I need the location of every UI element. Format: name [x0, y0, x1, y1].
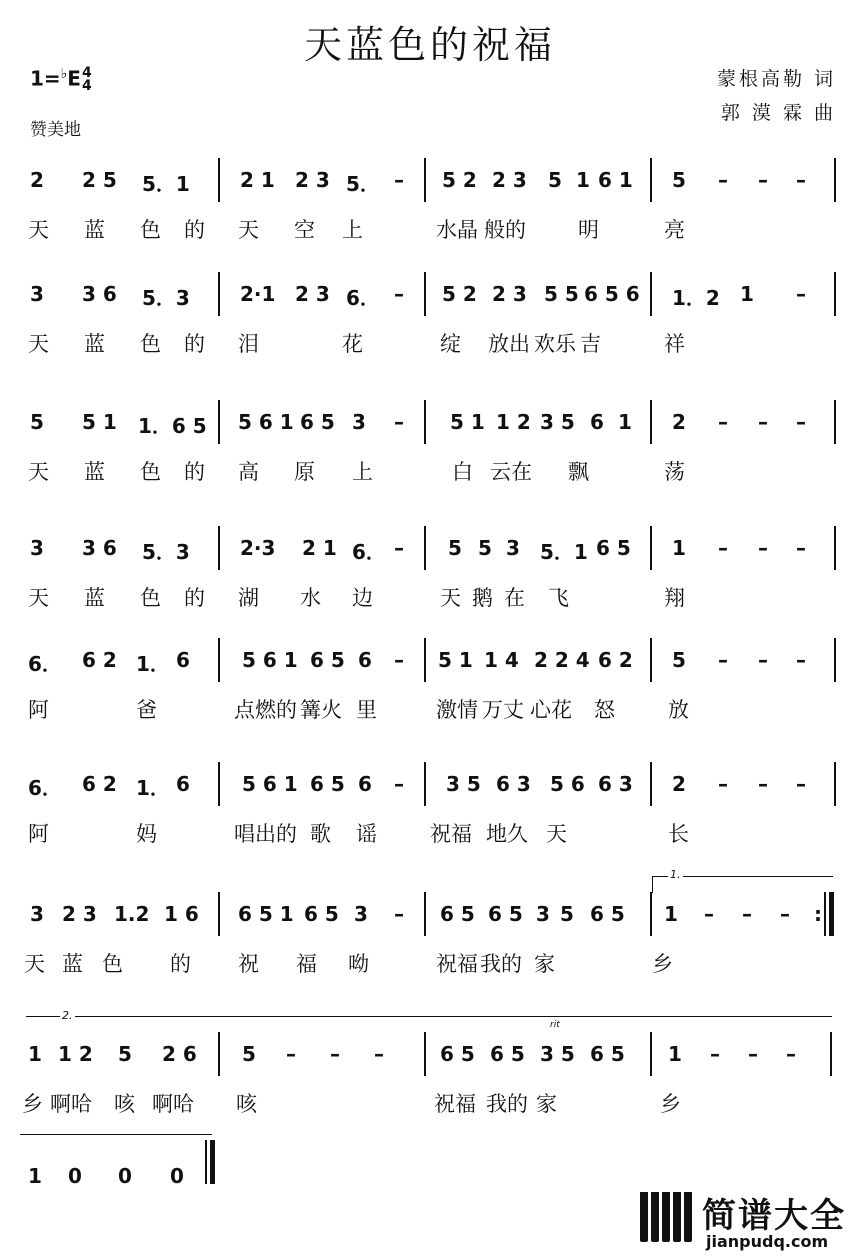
note: 5 2 [442, 168, 477, 192]
note: – [718, 410, 728, 434]
logo-brand-text: 简谱大全 [702, 1196, 846, 1236]
note: 6 [358, 772, 372, 796]
note: 3 [30, 536, 44, 560]
note: 1．2 [672, 286, 720, 310]
note: 5．3 [142, 286, 190, 310]
lyric: 天 [28, 218, 49, 242]
key-signature [30, 66, 92, 93]
note: 6 [590, 410, 604, 434]
lyric: 花 [342, 332, 363, 356]
lyric: 激情 [436, 698, 478, 722]
barline [218, 1032, 220, 1076]
score-row-2 [0, 264, 860, 374]
lyric: 放 [668, 698, 689, 722]
lyric: 祝福 [430, 822, 472, 846]
barline [424, 638, 426, 682]
note: 6 5 [590, 902, 625, 926]
lyric: 色 [140, 218, 161, 242]
note: 6 2 [598, 648, 633, 672]
score-row-7 [0, 884, 860, 994]
note: 1 [668, 1042, 682, 1066]
lyric: 点燃的 [234, 698, 297, 722]
lyric: 白 [452, 460, 473, 484]
final-barline-thick [210, 1140, 215, 1184]
note: – [394, 902, 404, 926]
lyric: 泪 [238, 332, 259, 356]
barline [650, 400, 652, 444]
note: 5． [346, 172, 380, 196]
barline [424, 400, 426, 444]
lyric: 家 [534, 952, 555, 976]
note: 6 5 [304, 902, 339, 926]
lyric: 爸 [136, 698, 157, 722]
lyric: 蓝 [84, 218, 105, 242]
note: – [394, 282, 404, 306]
note: 5．1 [142, 172, 190, 196]
note: 2·1 [240, 282, 276, 306]
note: – [780, 902, 790, 926]
note: 6 5 [300, 410, 335, 434]
note: – [748, 1042, 758, 1066]
note: – [718, 536, 728, 560]
lyric: 乡 [652, 952, 673, 976]
note: 6 1 [598, 168, 633, 192]
lyric: 边 [352, 586, 373, 610]
lyric: 上 [352, 460, 373, 484]
note: – [758, 772, 768, 796]
note: – [796, 168, 806, 192]
lyric: 唱出的 [234, 822, 297, 846]
lyric: 蓝 [84, 460, 105, 484]
lyric: 明 [578, 218, 599, 242]
note: 0 [68, 1164, 82, 1188]
lyric: 呦 [348, 952, 369, 976]
note: – [758, 648, 768, 672]
note: – [758, 410, 768, 434]
barline [424, 158, 426, 202]
repeat-barline-thin [824, 892, 826, 936]
barline [424, 762, 426, 806]
note: – [704, 902, 714, 926]
note: 1.2 [114, 902, 150, 926]
note: – [394, 772, 404, 796]
barline [424, 272, 426, 316]
lyric: 祥 [664, 332, 685, 356]
note: 6 3 [598, 772, 633, 796]
note: – [330, 1042, 340, 1066]
lyric: 祝 [238, 952, 259, 976]
lyric: 蓝 [62, 952, 83, 976]
barline [650, 158, 652, 202]
barline [834, 272, 836, 316]
note: 1 [672, 536, 686, 560]
note: 3 [354, 902, 368, 926]
lyric: 咳 [114, 1092, 135, 1116]
page-title: 天蓝色的祝福 [303, 23, 556, 67]
lyric: 云在 [490, 460, 532, 484]
lyric: 家 [536, 1092, 557, 1116]
tempo-marking: 赞美地 [30, 120, 81, 140]
barline [218, 526, 220, 570]
note: 5 6 1 [242, 648, 298, 672]
lyric: 亮 [664, 218, 685, 242]
note: 1 [740, 282, 754, 306]
note: 6． [28, 652, 62, 676]
note: 5．3 [142, 540, 190, 564]
lyric: 天 [238, 218, 259, 242]
lyric: 篝火 [300, 698, 342, 722]
note: 5 [560, 902, 574, 926]
note: – [742, 902, 752, 926]
lyric: 的 [184, 460, 205, 484]
repeat-dots: : [814, 902, 822, 926]
note: 6 5 6 [584, 282, 640, 306]
lyric: 乡 [22, 1092, 43, 1116]
note: 2 3 [295, 168, 330, 192]
note: – [394, 536, 404, 560]
note: 6 5 [590, 1042, 625, 1066]
note: 1 2 [496, 410, 531, 434]
note: 6 5 [310, 648, 345, 672]
note: – [796, 282, 806, 306]
note: – [758, 168, 768, 192]
note: 2 3 [492, 168, 527, 192]
note: 1．6 5 [138, 414, 207, 438]
note: 5 [30, 410, 44, 434]
note: 1． [136, 652, 170, 676]
lyric: 的 [184, 586, 205, 610]
lyric: 万丈 [482, 698, 524, 722]
lyric: 福 [296, 952, 317, 976]
barline [218, 400, 220, 444]
note: 2 2 4 [534, 648, 590, 672]
note: 6 3 [496, 772, 531, 796]
note: 5 5 [544, 282, 579, 306]
note: 5 [118, 1042, 132, 1066]
lyric: 蓝 [84, 332, 105, 356]
note: 5 1 [82, 410, 117, 434]
note: 5 1 [450, 410, 485, 434]
flat-sign: ♭ [60, 66, 68, 82]
lyric: 妈 [136, 822, 157, 846]
barline [834, 762, 836, 806]
note: 3 5 [540, 410, 575, 434]
key-note: E [67, 66, 81, 91]
lyric: 天 [28, 332, 49, 356]
lyric: 色 [140, 586, 161, 610]
note: 3 6 [82, 536, 117, 560]
note: 2 [30, 168, 44, 192]
note: – [718, 648, 728, 672]
note: 5 [448, 536, 462, 560]
barline [650, 272, 652, 316]
note: 2·3 [240, 536, 276, 560]
barline [424, 892, 426, 936]
lyric: 水 [300, 586, 321, 610]
site-logo [640, 1188, 860, 1257]
score-row-5 [0, 630, 860, 740]
lyric: 祝福 [436, 952, 478, 976]
barline [834, 526, 836, 570]
note: 1 [28, 1164, 42, 1188]
score-row-1 [0, 150, 860, 260]
lyric: 里 [356, 698, 377, 722]
barline [218, 158, 220, 202]
score-row-3 [0, 392, 860, 502]
barline [424, 526, 426, 570]
note: 2 5 [82, 168, 117, 192]
note: – [394, 168, 404, 192]
lyric: 放出 [488, 332, 530, 356]
note: 5 6 1 [242, 772, 298, 796]
note: 2 1 [240, 168, 275, 192]
note: 3 5 [446, 772, 481, 796]
barline [424, 1032, 426, 1076]
note: 5．1 [540, 540, 588, 564]
note: – [758, 536, 768, 560]
note: 1 [28, 1042, 42, 1066]
barline [650, 1032, 652, 1076]
note: 5 [478, 536, 492, 560]
lyric: 我的 [486, 1092, 528, 1116]
note: 3 5 [540, 1042, 575, 1066]
score-row-6 [0, 754, 860, 864]
lyric: 啊哈 [50, 1092, 92, 1116]
lyric: 天 [24, 952, 45, 976]
second-ending-label: 2. [62, 1009, 73, 1022]
note: – [394, 648, 404, 672]
repeat-barline-thick [829, 892, 834, 936]
note: 2 [672, 772, 686, 796]
lyric: 水晶 [436, 218, 478, 242]
note: – [796, 772, 806, 796]
time-bottom: 4 [81, 78, 92, 95]
lyric: 地久 [486, 822, 528, 846]
note: 6． [28, 776, 62, 800]
lyric: 天 [28, 460, 49, 484]
lyric: 高 [238, 460, 259, 484]
note: 5 2 [442, 282, 477, 306]
lyric: 我的 [480, 952, 522, 976]
lyric: 荡 [664, 460, 685, 484]
lyric: 啊哈 [152, 1092, 194, 1116]
barline [834, 158, 836, 202]
note: 1 [576, 168, 590, 192]
ritardando-mark: rit [550, 1020, 560, 1030]
note: 6 [176, 648, 190, 672]
note: 2 6 [162, 1042, 197, 1066]
barline [650, 762, 652, 806]
lyric: 翔 [664, 586, 685, 610]
lyric: 上 [342, 218, 363, 242]
final-barline-thin [205, 1140, 207, 1184]
note: 6 5 [440, 1042, 475, 1066]
note: – [394, 410, 404, 434]
note: 6． [346, 286, 380, 310]
note: – [796, 648, 806, 672]
lyric: 鹅 [472, 586, 493, 610]
lyric: 长 [668, 822, 689, 846]
note: – [786, 1042, 796, 1066]
barline [218, 638, 220, 682]
note: 3 [506, 536, 520, 560]
barline [830, 1032, 832, 1076]
lyric: 的 [184, 218, 205, 242]
lyric: 在 [504, 586, 525, 610]
note: 1 4 [484, 648, 519, 672]
lyric: 怒 [594, 698, 615, 722]
note: 2 [672, 410, 686, 434]
lyricist-credit: 蒙根高勒 词 [716, 68, 836, 90]
lyric: 咳 [236, 1092, 257, 1116]
barline [650, 638, 652, 682]
barline [834, 400, 836, 444]
lyric: 欢乐 [534, 332, 576, 356]
first-ending-label: 1. [670, 868, 681, 881]
note: 0 [170, 1164, 184, 1188]
note: 5 [548, 168, 562, 192]
score-row-8 [0, 1024, 860, 1134]
note: – [796, 536, 806, 560]
note: – [374, 1042, 384, 1066]
piano-keys-icon [640, 1192, 694, 1242]
note: – [286, 1042, 296, 1066]
note: 6 [176, 772, 190, 796]
lyric: 色 [140, 332, 161, 356]
lyric: 谣 [356, 822, 377, 846]
note: 2 3 [492, 282, 527, 306]
lyric: 乡 [660, 1092, 681, 1116]
note: 6 5 [596, 536, 631, 560]
lyric: 飘 [568, 460, 589, 484]
note: 5 [672, 648, 686, 672]
lyric: 湖 [238, 586, 259, 610]
barline [218, 272, 220, 316]
note: 6 5 [440, 902, 475, 926]
note: 3 [536, 902, 550, 926]
note: 5 6 [550, 772, 585, 796]
note: 3 [352, 410, 366, 434]
note: 1． [136, 776, 170, 800]
note: 3 6 [82, 282, 117, 306]
tie-line-final [20, 1134, 212, 1151]
lyric: 色 [140, 460, 161, 484]
key-prefix: 1= [30, 66, 61, 91]
note: – [718, 168, 728, 192]
lyric: 原 [294, 460, 315, 484]
lyric: 吉 [580, 332, 601, 356]
note: 1 [664, 902, 678, 926]
lyric: 般的 [484, 218, 526, 242]
note: 2 1 [302, 536, 337, 560]
composer-credit: 郭 漠 霖 曲 [720, 102, 836, 124]
note: 1 6 [164, 902, 199, 926]
note: 6 2 [82, 772, 117, 796]
time-signature [82, 67, 92, 93]
note: 0 [118, 1164, 132, 1188]
lyric: 绽 [440, 332, 461, 356]
lyric: 天 [440, 586, 461, 610]
note: – [718, 772, 728, 796]
note: 3 [30, 902, 44, 926]
lyric: 空 [294, 218, 315, 242]
barline [218, 892, 220, 936]
lyric: 阿 [28, 822, 49, 846]
note: 6 2 [82, 648, 117, 672]
lyric: 祝福 [434, 1092, 476, 1116]
lyric: 飞 [548, 586, 569, 610]
barline [650, 526, 652, 570]
barline [218, 762, 220, 806]
lyric: 天 [28, 586, 49, 610]
lyric: 的 [170, 952, 191, 976]
lyric: 天 [546, 822, 567, 846]
note: 5 [242, 1042, 256, 1066]
barline [650, 892, 652, 936]
lyric: 心花 [530, 698, 572, 722]
time-top: 4 [81, 65, 92, 82]
note: 2 3 [62, 902, 97, 926]
note: 5 1 [438, 648, 473, 672]
note: – [710, 1042, 720, 1066]
lyric: 蓝 [84, 586, 105, 610]
barline [834, 638, 836, 682]
note: 2 3 [295, 282, 330, 306]
note: 1 [618, 410, 632, 434]
note: 6 5 [488, 902, 523, 926]
lyric: 歌 [310, 822, 331, 846]
note: 5 [672, 168, 686, 192]
note: 6 [358, 648, 372, 672]
lyric: 色 [102, 952, 123, 976]
note: – [796, 410, 806, 434]
lyric: 阿 [28, 698, 49, 722]
note: 6． [352, 540, 386, 564]
note: 5 6 1 [238, 410, 294, 434]
note: 6 5 [310, 772, 345, 796]
lyric: 的 [184, 332, 205, 356]
note: 6 5 1 [238, 902, 294, 926]
note: 1 2 [58, 1042, 93, 1066]
logo-url-text: jianpudq.com [706, 1232, 829, 1251]
note: 3 [30, 282, 44, 306]
note: 6 5 [490, 1042, 525, 1066]
score-row-4 [0, 518, 860, 628]
